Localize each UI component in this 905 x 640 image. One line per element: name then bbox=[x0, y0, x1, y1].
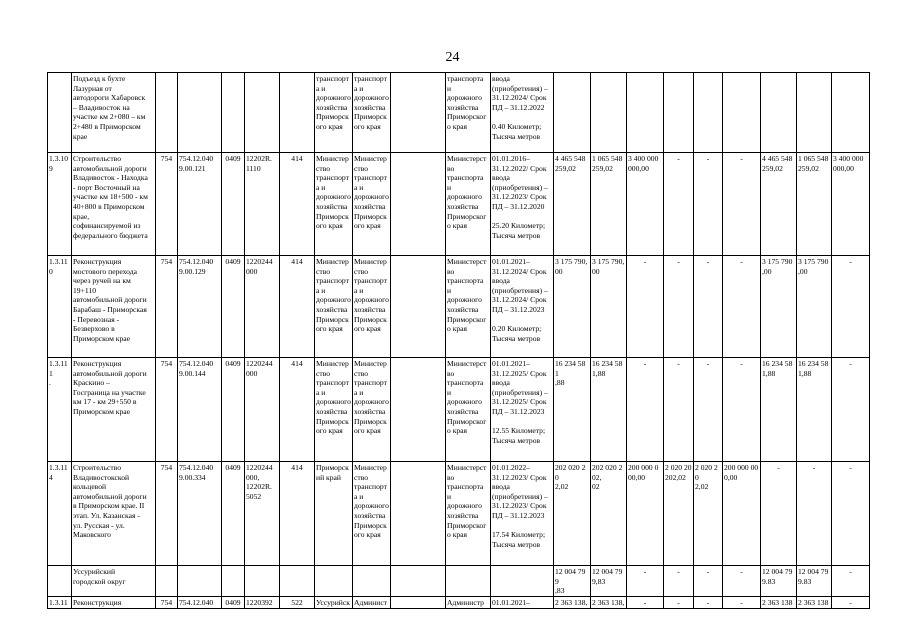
table-cell bbox=[48, 73, 72, 153]
table-cell: 01.01.2021– bbox=[491, 596, 554, 608]
table-cell bbox=[280, 566, 315, 597]
table-cell: 16 234 58 1,88 bbox=[797, 358, 832, 462]
table-cell: 1.3.11 0 bbox=[48, 256, 72, 358]
table-cell bbox=[391, 358, 446, 462]
table-cell: 1220244 000 bbox=[245, 256, 280, 358]
table-cell: Уссурийский городской округ bbox=[72, 566, 156, 597]
table-cell: 1220392 bbox=[245, 596, 280, 608]
table-row bbox=[48, 73, 870, 153]
table-cell: 2 363 138, bbox=[591, 596, 627, 608]
table-cell: - bbox=[832, 256, 870, 358]
table-cell: - bbox=[723, 153, 761, 256]
table-cell: транспорт а и дорожного хозяйства Приморск ого края bbox=[315, 73, 353, 153]
table-cell bbox=[797, 73, 832, 153]
table-cell: 4 465 548 259,02 bbox=[554, 153, 591, 256]
table-cell: 414 bbox=[280, 358, 315, 462]
table-cell: 754.12.040 bbox=[178, 596, 222, 608]
table-cell: Министер ство транспорт а и дорожного хозяйства Приморск ого края bbox=[353, 358, 391, 462]
table-cell: 01.01.2021– 31.12.2024/ Срок ввода (приобретения) – 31.12.2024/ Срок ПД – 31.12.2023 0.20 Километр; Тысяча метров bbox=[491, 256, 554, 358]
table-cell: Реконструкция мостового перехода через ручей на км 19+110 автомобильной дороги Барабаш - Приморская - Перевозная - Безверхово в Приморском крае bbox=[72, 256, 156, 358]
table-cell: Министер ство транспорт а и дорожного хозяйства Приморск ого края bbox=[315, 358, 353, 462]
table-cell bbox=[664, 73, 694, 153]
table-cell bbox=[491, 566, 554, 597]
table-cell: - bbox=[832, 566, 870, 597]
table-cell bbox=[280, 73, 315, 153]
table-cell: - bbox=[627, 358, 664, 462]
table-cell bbox=[391, 566, 446, 597]
table-cell: 16 234 58 1,88 bbox=[761, 358, 797, 462]
table-cell: 12 004 79 9,83 bbox=[591, 566, 627, 597]
table-cell: 2 020 20 202,02 bbox=[664, 462, 694, 566]
table-cell: транспорт а и дорожного хозяйства Приморск ого края bbox=[353, 73, 391, 153]
table-cell: Министерст во транспорта и дорожного хозяйства Приморског о края bbox=[446, 358, 491, 462]
table-cell: - bbox=[694, 153, 723, 256]
table-cell bbox=[156, 566, 178, 597]
table-cell: 1.3.10 9 bbox=[48, 153, 72, 256]
table-cell: 01.01.2021– 31.12.2025/ Срок ввода (приобретения) – 31.12.2025/ Срок ПД – 31.12.2023 12.55 Километр; Тысяча метров bbox=[491, 358, 554, 462]
table-cell: 1 065 548 259,02 bbox=[591, 153, 627, 256]
table-cell: Министерст во транспорта и дорожного хозяйства Приморског о края bbox=[446, 462, 491, 566]
table-cell bbox=[222, 566, 245, 597]
table-cell: 01.01.2022– 31.12.2023/ Срок ввода (приобретения) – 31.12.2023/ Срок ПД – 31.12.2023 17.54 Километр; Тысяча метров bbox=[491, 462, 554, 566]
table-cell: Админист bbox=[353, 596, 391, 608]
table-cell: 522 bbox=[280, 596, 315, 608]
table-cell: 414 bbox=[280, 462, 315, 566]
table-cell: 0409 bbox=[222, 596, 245, 608]
table-cell: 12 004 799 ,83 bbox=[554, 566, 591, 597]
table-cell: Реконструкция автомобильной дороги Краскино – Госграница на участке км 17 - км 29+550 в Приморском крае bbox=[72, 358, 156, 462]
table-cell: Строительство Владивостокской кольцевой автомобильной дороги в Приморском крае. II этап. Ул. Казанская - ул. Русская - ул. Маковского bbox=[72, 462, 156, 566]
table-cell: Министер ство транспорт а и дорожного хозяйства Приморск ого края bbox=[353, 256, 391, 358]
table-cell: 0409 bbox=[222, 153, 245, 256]
table-cell bbox=[178, 73, 222, 153]
page-number: 24 bbox=[445, 50, 460, 65]
table-cell: 3 175 790 ,00 bbox=[797, 256, 832, 358]
table-cell: - bbox=[664, 256, 694, 358]
table-cell: Реконструкция bbox=[72, 596, 156, 608]
table-cell: 1.3.11 bbox=[48, 596, 72, 608]
table-cell bbox=[694, 73, 723, 153]
table-cell: - bbox=[694, 256, 723, 358]
table-cell: - bbox=[627, 566, 664, 597]
table-cell: - bbox=[694, 596, 723, 608]
table-row bbox=[48, 462, 870, 566]
table-row bbox=[48, 358, 870, 462]
table-cell: транспорта и дорожного хозяйства Приморског о края bbox=[446, 73, 491, 153]
table-cell: 754.12.040 9.00.121 bbox=[178, 153, 222, 256]
table-cell: - bbox=[664, 153, 694, 256]
table-cell: 12 004 79 9.83 bbox=[761, 566, 797, 597]
table-cell: 16 234 58 1,88 bbox=[591, 358, 627, 462]
table-cell: Министер ство транспорт а и дорожного хозяйства Приморск ого края bbox=[353, 462, 391, 566]
table-cell bbox=[156, 73, 178, 153]
table-cell: 754 bbox=[156, 153, 178, 256]
table-row bbox=[48, 596, 870, 608]
table-cell: 754 bbox=[156, 462, 178, 566]
table-cell: 202 020 202, 02 bbox=[591, 462, 627, 566]
table-cell: 4 465 548 259,02 bbox=[761, 153, 797, 256]
table-row bbox=[48, 256, 870, 358]
table-cell bbox=[245, 566, 280, 597]
table-cell: 2 363 138 bbox=[797, 596, 832, 608]
table-cell: ввода (приобретения) – 31.12.2024/ Срок ПД – 31.12.2022 0.40 Километр; Тысяча метров bbox=[491, 73, 554, 153]
table-cell: Строительство автомобильной дороги Владивосток - Находка - порт Восточный на участке км 18+500 - км 40+800 в Приморском крае, софинансируемой из федерального бюджета bbox=[72, 153, 156, 256]
table-cell bbox=[832, 73, 870, 153]
table-cell: 414 bbox=[280, 256, 315, 358]
table-cell: 1220244 000, 12202R. 5052 bbox=[245, 462, 280, 566]
table-cell: Администр bbox=[446, 596, 491, 608]
table-cell: - bbox=[723, 358, 761, 462]
table-cell bbox=[315, 566, 353, 597]
table-cell: 1.3.11 1 . bbox=[48, 358, 72, 462]
table-cell: 1220244 000 bbox=[245, 358, 280, 462]
table-cell bbox=[391, 153, 446, 256]
table-cell bbox=[627, 73, 664, 153]
table-cell: 2 020 20 2,02 bbox=[694, 462, 723, 566]
table-cell: - bbox=[832, 596, 870, 608]
table-cell bbox=[723, 73, 761, 153]
table-cell: - bbox=[723, 566, 761, 597]
table-cell: - bbox=[627, 596, 664, 608]
table-cell: 414 bbox=[280, 153, 315, 256]
table-cell: 754.12.040 9.00.129 bbox=[178, 256, 222, 358]
table-cell: 754 bbox=[156, 256, 178, 358]
table-cell: - bbox=[761, 462, 797, 566]
table-cell: - bbox=[627, 256, 664, 358]
table-cell: Приморск ий край bbox=[315, 462, 353, 566]
table-cell: 754.12.040 9.00.334 bbox=[178, 462, 222, 566]
table-cell: 754 bbox=[156, 358, 178, 462]
table-row bbox=[48, 566, 870, 597]
table-cell: Министерст во транспорта и дорожного хозяйства Приморског о края bbox=[446, 256, 491, 358]
table-cell: - bbox=[723, 596, 761, 608]
table-cell: 202 020 20 2,02 bbox=[554, 462, 591, 566]
table-cell: - bbox=[664, 566, 694, 597]
table-cell bbox=[353, 566, 391, 597]
table-row bbox=[48, 153, 870, 256]
table-cell: Министер ство транспорт а и дорожного хозяйства Приморск ого края bbox=[353, 153, 391, 256]
table-cell bbox=[391, 462, 446, 566]
table-cell: 2 363 138 bbox=[761, 596, 797, 608]
table-cell: 200 000 00 0,00 bbox=[723, 462, 761, 566]
table-cell: Уссурийск bbox=[315, 596, 353, 608]
table-cell: - bbox=[797, 462, 832, 566]
table-cell: 3 175 790, 00 bbox=[591, 256, 627, 358]
table-cell bbox=[761, 73, 797, 153]
program-table bbox=[47, 72, 870, 609]
table-cell: 3 175 790 ,00 bbox=[761, 256, 797, 358]
table-cell bbox=[391, 73, 446, 153]
table-cell bbox=[245, 73, 280, 153]
table-cell: 12202R. 1110 bbox=[245, 153, 280, 256]
table-cell bbox=[446, 566, 491, 597]
table-cell: Министерст во транспорта и дорожного хозяйства Приморског о края bbox=[446, 153, 491, 256]
table-cell bbox=[48, 566, 72, 597]
table-cell bbox=[222, 73, 245, 153]
table-cell: - bbox=[664, 358, 694, 462]
table-cell: 1.3.11 4 bbox=[48, 462, 72, 566]
table-cell: - bbox=[832, 358, 870, 462]
table-cell: - bbox=[832, 462, 870, 566]
table-cell: - bbox=[694, 358, 723, 462]
table-cell: 754.12.040 9.00.144 bbox=[178, 358, 222, 462]
table-cell: 0409 bbox=[222, 358, 245, 462]
table-cell: Министер ство транспорт а и дорожного хозяйства Приморск ого края bbox=[315, 256, 353, 358]
table-cell bbox=[554, 73, 591, 153]
table-cell: - bbox=[694, 566, 723, 597]
table-cell bbox=[591, 73, 627, 153]
table-cell: 200 000 0 00,00 bbox=[627, 462, 664, 566]
table-cell: Министер ство транспорт а и дорожного хозяйства Приморск ого края bbox=[315, 153, 353, 256]
table-cell: 01.01.2016– 31.12.2022/ Срок ввода (приобретения) – 31.12.2023/ Срок ПД – 31.12.2020 25.20 Километр; Тысяча метров bbox=[491, 153, 554, 256]
table-cell bbox=[391, 596, 446, 608]
table-cell: 0409 bbox=[222, 462, 245, 566]
table-cell: 1 065 548 259,02 bbox=[797, 153, 832, 256]
table-cell bbox=[178, 566, 222, 597]
table-cell: 754 bbox=[156, 596, 178, 608]
table-cell: 0409 bbox=[222, 256, 245, 358]
table-cell: 16 234 581 ,88 bbox=[554, 358, 591, 462]
table-cell: - bbox=[723, 256, 761, 358]
table-cell: 3 400 000 000,00 bbox=[832, 153, 870, 256]
table-cell: 3 175 790, 00 bbox=[554, 256, 591, 358]
table-cell: 3 400 000 000,00 bbox=[627, 153, 664, 256]
table-cell: - bbox=[664, 596, 694, 608]
table-cell: 2 363 138, bbox=[554, 596, 591, 608]
table-cell bbox=[391, 256, 446, 358]
table-cell: Подъезд к бухте Лазурная от автодороги Хабаровск – Владивосток на участке км 2+080 – км 2+480 в Приморском крае bbox=[72, 73, 156, 153]
table-cell: 12 004 79 9.83 bbox=[797, 566, 832, 597]
